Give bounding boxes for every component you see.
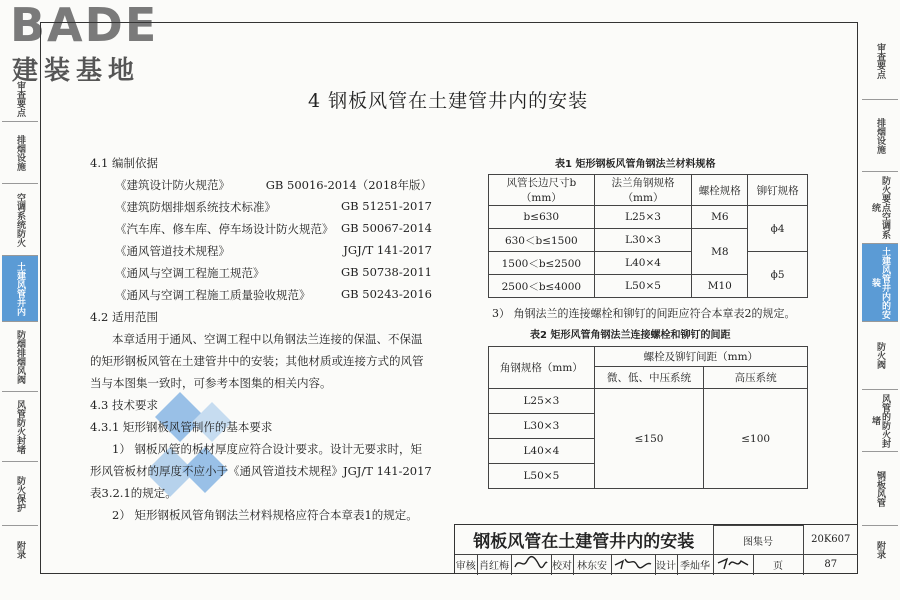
- table1-cell: L40×4: [594, 252, 692, 275]
- ref-name: 《通风与空调工程施工规范》: [115, 266, 265, 280]
- reviewer-signature: [511, 555, 551, 575]
- atlas-number: 20K607: [803, 526, 858, 555]
- logo-chinese: 建装基地: [12, 56, 141, 86]
- left-tab-strip: [2, 22, 38, 574]
- table2-cell: L50×5: [489, 464, 595, 489]
- table1-cell: M10: [692, 275, 748, 298]
- section-4-1-heading: 4.1 编制依据: [90, 156, 158, 170]
- paragraph-line: 2） 矩形钢板风管角钢法兰材料规格应符合本章表1的规定。: [112, 508, 418, 522]
- table1-cell: ϕ4: [748, 206, 808, 252]
- table1-header: 法兰角钢规格（mm）: [594, 175, 692, 206]
- table2-header: 微、低、中压系统: [594, 367, 704, 389]
- logo-latin: BADE: [10, 0, 159, 52]
- table2-header: 螺栓及铆钉间距（mm）: [594, 347, 807, 367]
- left-tab-hvac[interactable]: 空调系统防火: [2, 184, 38, 256]
- ref-name: 《通风管道技术规程》: [115, 244, 230, 258]
- table1-cell: 1500＜b≤2500: [489, 252, 595, 275]
- table1-cell: 2500＜b≤4000: [489, 275, 595, 298]
- checker-name: 林东安: [573, 555, 611, 575]
- table2-cell: ≤150: [594, 389, 704, 489]
- page-number: 87: [803, 555, 858, 575]
- ref-name: 《通风与空调工程施工质量验收规范》: [115, 288, 311, 302]
- left-tab-review[interactable]: 审查要点: [2, 77, 38, 122]
- section-4-2-heading: 4.2 适用范围: [90, 310, 158, 324]
- paragraph-line: 的矩形钢板风管在土建管井中的安装；其他材质或连接方式的风管: [90, 354, 424, 368]
- chapter-title: 4 钢板风管在土建管井内的安装: [308, 90, 589, 112]
- table1-cell: ϕ5: [748, 252, 808, 298]
- ref-code: JGJ/T 141-2017: [343, 243, 432, 257]
- designer-name: 季灿华: [677, 555, 713, 575]
- subsection-4-3-1: 4.3.1 矩形钢板风管制作的基本要求: [90, 420, 273, 434]
- table1-header: 螺栓规格: [692, 175, 748, 206]
- right-tab-damper[interactable]: 防火阀: [862, 322, 898, 390]
- table1: [488, 174, 808, 298]
- table2-caption: 表2 矩形风管角钢法兰连接螺栓和铆钉的间距: [530, 330, 731, 341]
- table2-cell: L40×4: [489, 439, 595, 464]
- review-label: 审核: [455, 555, 477, 575]
- right-tab-appendix[interactable]: 附录: [875, 541, 885, 559]
- table1-cell: L30×3: [594, 229, 692, 252]
- checker-signature: [611, 555, 655, 575]
- left-tab-smoke-exhaust[interactable]: 排烟设施: [2, 122, 38, 184]
- table1-cell: L25×3: [594, 206, 692, 229]
- title-block: [454, 524, 858, 574]
- right-tab-strip: [862, 22, 898, 574]
- paragraph-line: 当与本图集一致时，可参考本图集的相关内容。: [90, 376, 332, 390]
- table1-cell: 630＜b≤1500: [489, 229, 595, 252]
- paragraph-line: 本章适用于通风、空调工程中以角钢法兰连接的保温、不保温: [112, 332, 423, 346]
- table1-cell: M6: [692, 206, 748, 229]
- right-tab-review[interactable]: 审查要点: [862, 22, 898, 100]
- check-label: 校对: [551, 555, 573, 575]
- reviewer-name: 肖红梅: [477, 555, 511, 575]
- paragraph-line: 形风管板材的厚度不应小于《通风管道技术规程》JGJ/T 141-2017: [90, 464, 432, 478]
- ref-code: GB 50016-2014（2018年版）: [265, 178, 432, 192]
- table2-cell: L30×3: [489, 414, 595, 439]
- table2-header: 角钢规格（mm）: [489, 347, 595, 389]
- ref-name: 《建筑设计防火规范》: [115, 178, 230, 192]
- atlas-label: 图集号: [713, 526, 803, 555]
- section-4-3-heading: 4.3 技术要求: [90, 398, 158, 412]
- table1-cell: b≤630: [489, 206, 595, 229]
- paragraph-line: 1） 钢板风管的板材厚度应符合设计要求。设计无要求时，矩: [112, 442, 422, 456]
- table1-header: 风管长边尺寸b（mm）: [489, 175, 595, 206]
- left-tab-shaft[interactable]: 土建风管井内: [2, 256, 38, 322]
- right-tab-shaft[interactable]: 土建风管井内的安装: [862, 244, 898, 322]
- table1-caption: 表1 矩形钢板风管角钢法兰材料规格: [555, 159, 716, 170]
- table1-cell: L50×5: [594, 275, 692, 298]
- note-3: 3） 角钢法兰的连接螺栓和铆钉的间距应符合本章表2的规定。: [492, 307, 796, 320]
- table1-cell: M8: [692, 229, 748, 275]
- ref-code: GB 51251-2017: [340, 199, 432, 213]
- left-tab-appendix[interactable]: 附录: [15, 541, 25, 559]
- right-tab-smoke-exhaust[interactable]: 排烟设施: [862, 100, 898, 172]
- page-label: 页: [753, 555, 803, 575]
- drawing-title: 钢板风管在土建管井内的安装: [455, 526, 713, 555]
- right-tab-steel-duct[interactable]: 钢板风管: [862, 452, 898, 526]
- table1-header: 铆钉规格: [748, 175, 808, 206]
- design-label: 设计: [655, 555, 677, 575]
- title-block-table: [455, 525, 858, 575]
- left-tab-protection[interactable]: 防火保护: [2, 462, 38, 526]
- table2: [488, 346, 808, 489]
- designer-signature: [713, 555, 753, 575]
- ref-name: 《汽车库、修车库、停车场设计防火规范》: [115, 222, 334, 236]
- table2-cell: ≤100: [704, 389, 808, 489]
- left-tab-sealing[interactable]: 风管防火封堵: [2, 392, 38, 462]
- right-tab-hvac[interactable]: 防火要点空调系统: [862, 172, 898, 244]
- right-tab-sealing[interactable]: 风管的防火封堵: [862, 390, 898, 452]
- table2-cell: L25×3: [489, 389, 595, 414]
- ref-code: GB 50738-2011: [340, 265, 432, 279]
- ref-code: GB 50067-2014: [340, 221, 432, 235]
- ref-name: 《建筑防烟排烟系统技术标准》: [115, 200, 276, 214]
- paragraph-line: 表3.2.1的规定。: [90, 486, 177, 500]
- left-tab-damper[interactable]: 防烟排烟风阀: [2, 322, 38, 392]
- ref-code: GB 50243-2016: [340, 287, 432, 301]
- table2-header: 高压系统: [704, 367, 808, 389]
